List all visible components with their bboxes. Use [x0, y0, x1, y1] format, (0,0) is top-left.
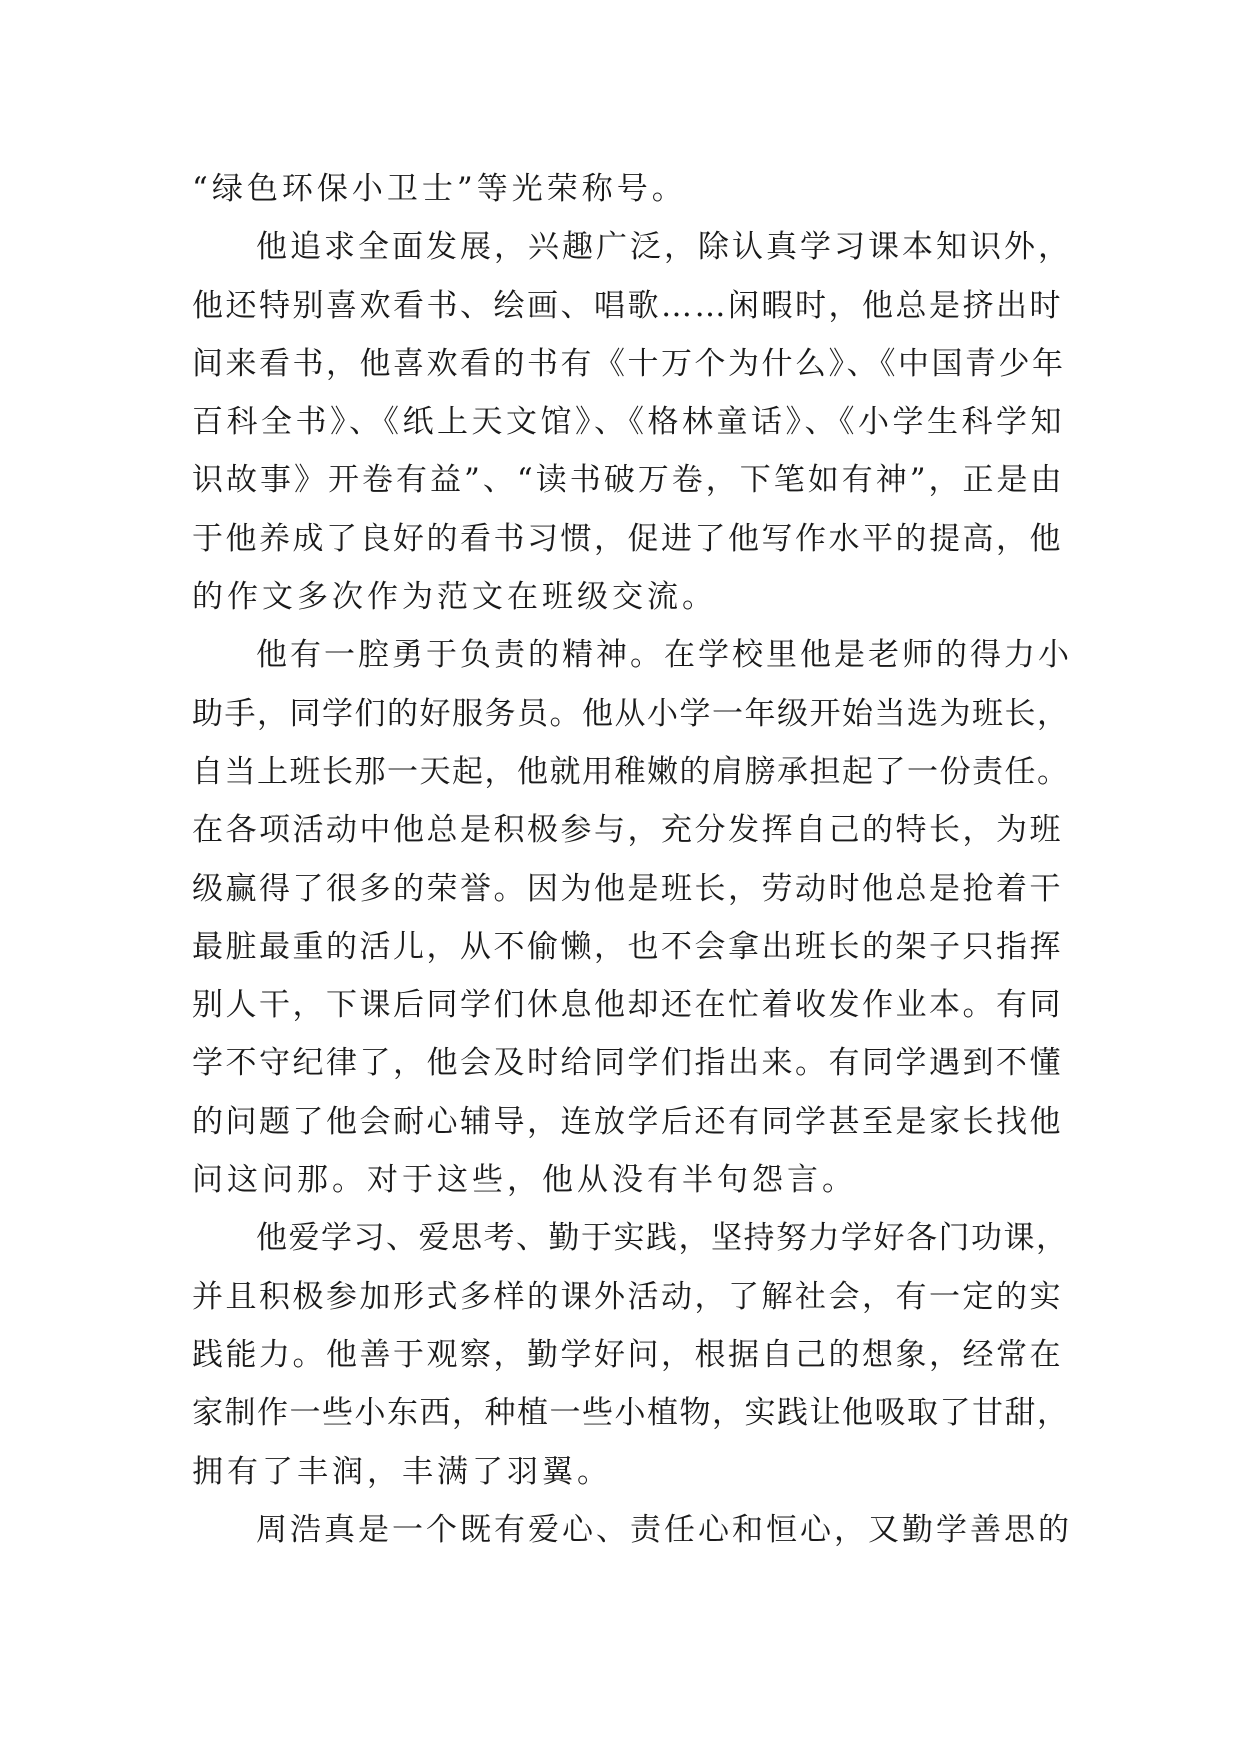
text-line: 助手，同学们的好服务员。他从小学一年级开始当选为班长， [192, 695, 1070, 732]
text-line: 的问题了他会耐心辅导，连放学后还有同学甚至是家长找他 [192, 1103, 1063, 1140]
text-line: 他有一腔勇于负责的精神。在学校里他是老师的得力小 [256, 637, 1072, 674]
text-line: 他爱学习、爱思考、勤于实践，坚持努力学好各门功课， [256, 1220, 1069, 1257]
text-line: “绿色环保小卫士”等光荣称号。 [192, 171, 687, 207]
text-line: 别人干，下课后同学们休息他却还在忙着收发作业本。有同 [192, 987, 1063, 1024]
text-line: 级赢得了很多的荣誉。因为他是班长，劳动时他总是抢着干 [192, 870, 1063, 907]
text-line: 拥有了丰润，丰满了羽翼。 [192, 1453, 612, 1490]
text-line: 识故事》开卷有益”、“读书破万卷，下笔如有神”，正是由 [192, 462, 1065, 499]
text-line: 最脏最重的活儿，从不偷懒，也不会拿出班长的架子只指挥 [192, 928, 1063, 965]
text-line: 间来看书，他喜欢看的书有《十万个为什么》、《中国青少年 [192, 345, 1066, 382]
text-line: 他还特别喜欢看书、绘画、唱歌……闲暇时，他总是挤出时 [192, 287, 1063, 324]
text-line: 家制作一些小东西，种植一些小植物，实践让他吸取了甘甜， [192, 1395, 1070, 1432]
text-line: 周浩真是一个既有爱心、责任心和恒心，又勤学善思的 [256, 1511, 1072, 1548]
document-body [192, 160, 1072, 1559]
text-line: 践能力。他善于观察，勤学好问，根据自己的想象，经常在 [192, 1336, 1063, 1373]
text-line: 百科全书》、《纸上天文馆》、《格林童话》、《小学生科学知 [192, 404, 1065, 441]
text-line: 问这问那。对于这些，他从没有半句怨言。 [192, 1162, 857, 1199]
text-line: 并且积极参加形式多样的课外活动，了解社会，有一定的实 [192, 1278, 1063, 1315]
text-line: 在各项活动中他总是积极参与，充分发挥自己的特长，为班 [192, 812, 1063, 849]
text-line: 自当上班长那一天起，他就用稚嫩的肩膀承担起了一份责任。 [192, 753, 1070, 790]
text-line: 于他养成了良好的看书习惯，促进了他写作水平的提高，他 [192, 520, 1063, 557]
text-line: 的作文多次作为范文在班级交流。 [192, 579, 717, 616]
text-line: 学不守纪律了，他会及时给同学们指出来。有同学遇到不懂 [192, 1045, 1063, 1082]
text-line: 他追求全面发展，兴趣广泛，除认真学习课本知识外， [256, 229, 1072, 266]
